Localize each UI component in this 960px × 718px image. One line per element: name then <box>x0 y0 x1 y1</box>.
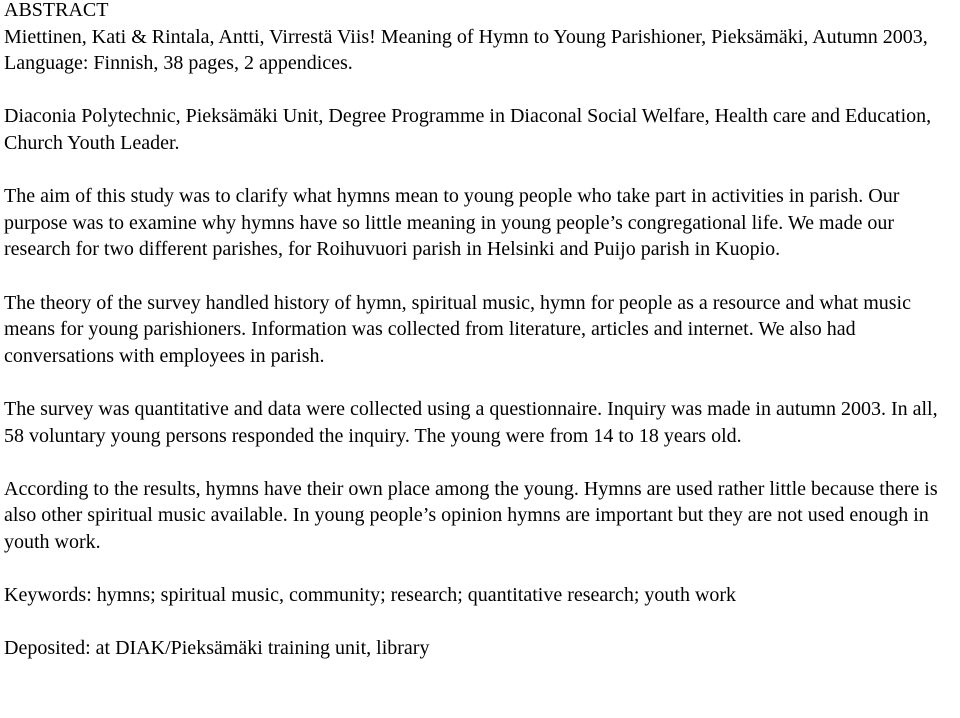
citation-paragraph: Miettinen, Kati & Rintala, Antti, Virrestä Viis! Meaning of Hymn to Young Parishioner, Pieksämäki, Autumn 2003, Language: Finnish, 38 pages, 2 appendices. <box>4 25 928 75</box>
theory-paragraph: The theory of the survey handled history of hymn, spiritual music, hymn for people as a resource and what music means for young parishioners. Information was collected from literature, articles and internet. We also had conversations with employees in parish. <box>4 291 911 367</box>
survey-paragraph: The survey was quantitative and data were collected using a questionnaire. Inquiry was made in autumn 2003. In all, 58 voluntary young persons responded the inquiry. The young were from 14 to 18 years old. <box>4 397 938 447</box>
results-paragraph: According to the results, hymns have their own place among the young. Hymns are used rather little because there is also other spiritual music available. In young people’s opinion hymns are important but they are not used enough in youth work. <box>4 477 938 553</box>
abstract-heading: ABSTRACT <box>4 0 109 21</box>
deposited-line: Deposited: at DIAK/Pieksämäki training unit, library <box>4 637 430 660</box>
institution-paragraph: Diaconia Polytechnic, Pieksämäki Unit, Degree Programme in Diaconal Social Welfare, Health care and Education, Church Youth Leader. <box>4 105 932 154</box>
keywords-line: Keywords: hymns; spiritual music, community; research; quantitative research; youth work <box>4 584 737 607</box>
aim-paragraph: The aim of this study was to clarify what hymns mean to young people who take part in activities in parish. Our purpose was to examine why hymns have so little meaning in young people’s congregational life. We made our research for two different parishes, for Roihuvuori parish in Helsinki and Puijo parish in Kuopio. <box>4 185 900 261</box>
